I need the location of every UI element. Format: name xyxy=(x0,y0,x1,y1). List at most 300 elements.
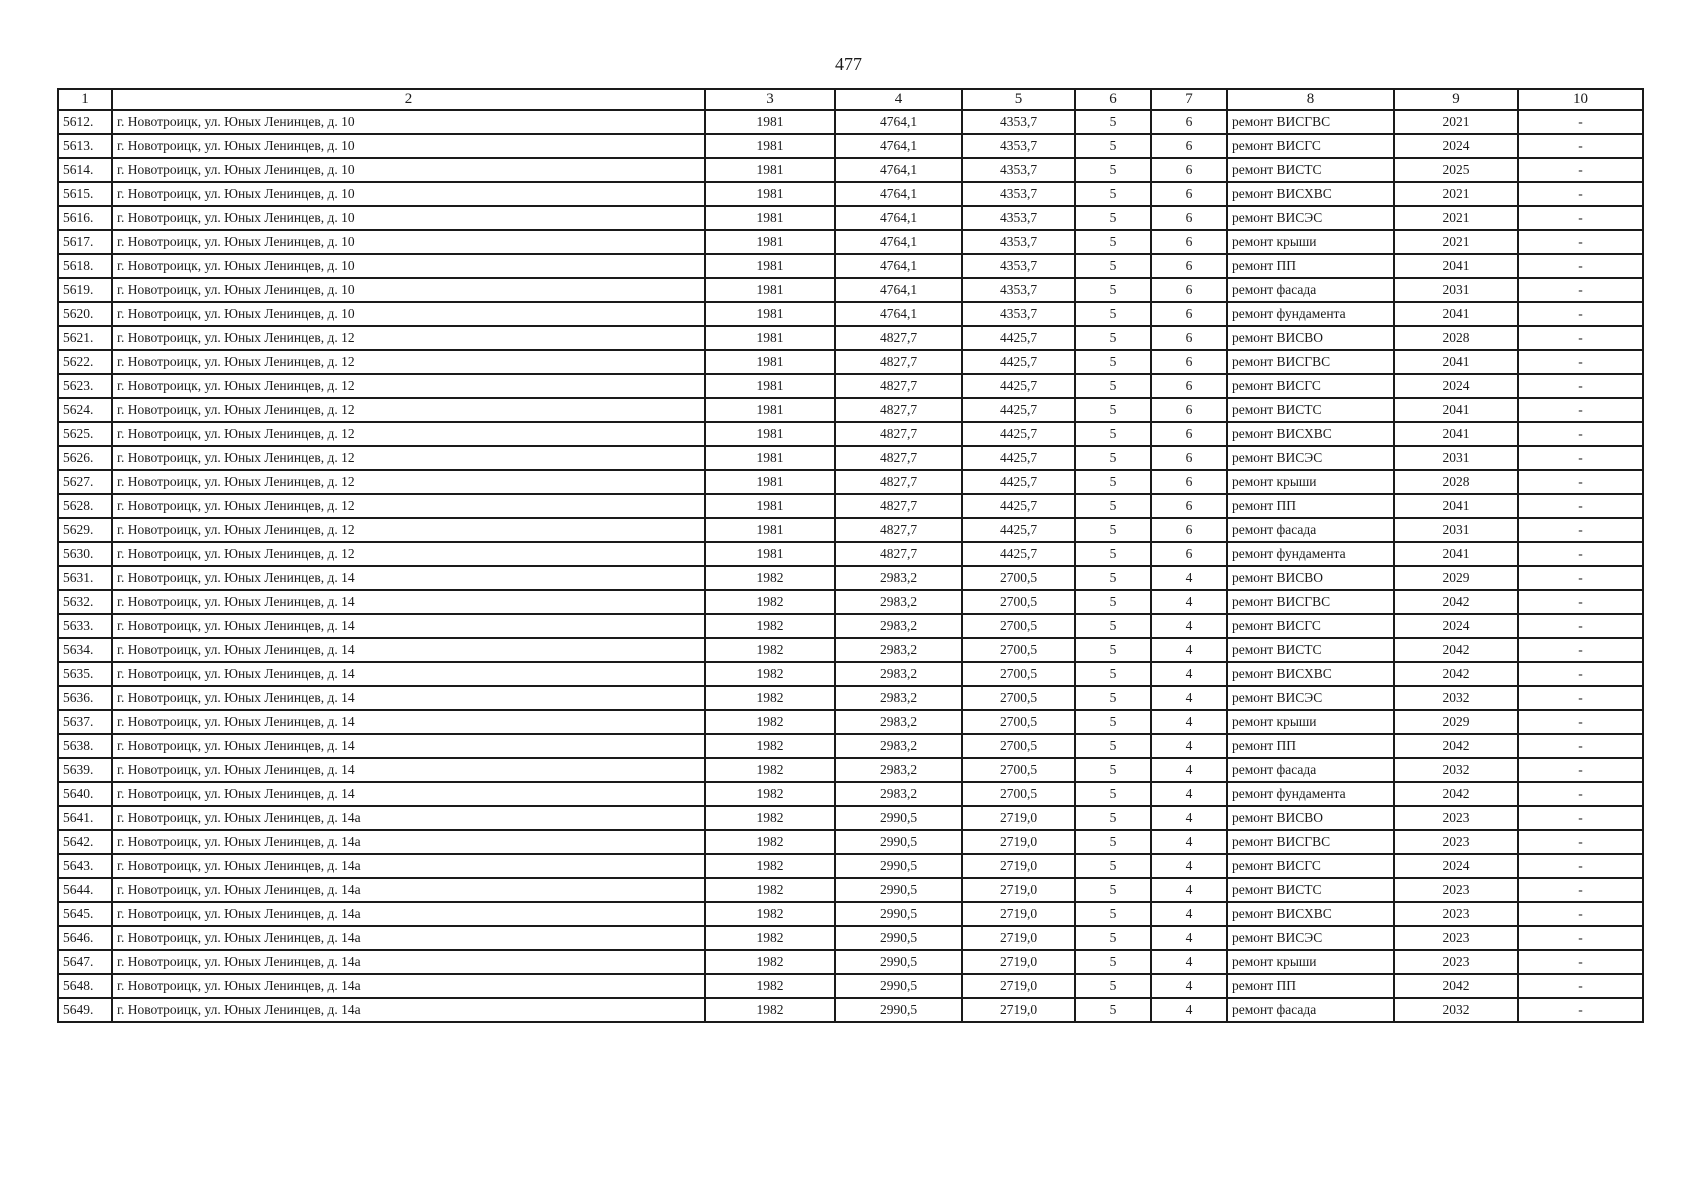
note-cell: - xyxy=(1518,590,1643,614)
address-cell: г. Новотроицк, ул. Юных Ленинцев, д. 14 xyxy=(112,566,705,590)
planned-year-cell: 2041 xyxy=(1394,302,1518,326)
note-cell: - xyxy=(1518,806,1643,830)
work-type-cell: ремонт ВИСТС xyxy=(1227,878,1394,902)
total-area-cell: 2983,2 xyxy=(835,566,962,590)
column-header: 3 xyxy=(705,89,835,110)
total-area-cell: 2983,2 xyxy=(835,758,962,782)
year-built-cell: 1982 xyxy=(705,686,835,710)
floors-cell: 5 xyxy=(1075,662,1151,686)
address-cell: г. Новотроицк, ул. Юных Ленинцев, д. 10 xyxy=(112,230,705,254)
entrances-cell: 6 xyxy=(1151,398,1227,422)
planned-year-cell: 2032 xyxy=(1394,998,1518,1022)
planned-year-cell: 2041 xyxy=(1394,254,1518,278)
row-number-cell: 5634. xyxy=(58,638,112,662)
entrances-cell: 6 xyxy=(1151,494,1227,518)
note-cell: - xyxy=(1518,494,1643,518)
row-number-cell: 5636. xyxy=(58,686,112,710)
row-number-cell: 5637. xyxy=(58,710,112,734)
table-row xyxy=(58,110,1643,134)
row-number-cell: 5623. xyxy=(58,374,112,398)
table-row xyxy=(58,542,1643,566)
living-area-cell: 4425,7 xyxy=(962,494,1075,518)
living-area-cell: 2719,0 xyxy=(962,950,1075,974)
work-type-cell: ремонт ВИСТС xyxy=(1227,638,1394,662)
living-area-cell: 4353,7 xyxy=(962,158,1075,182)
floors-cell: 5 xyxy=(1075,446,1151,470)
address-cell: г. Новотроицк, ул. Юных Ленинцев, д. 10 xyxy=(112,134,705,158)
address-cell: г. Новотроицк, ул. Юных Ленинцев, д. 12 xyxy=(112,422,705,446)
entrances-cell: 6 xyxy=(1151,134,1227,158)
planned-year-cell: 2042 xyxy=(1394,734,1518,758)
entrances-cell: 6 xyxy=(1151,182,1227,206)
living-area-cell: 2700,5 xyxy=(962,734,1075,758)
work-type-cell: ремонт ВИСГС xyxy=(1227,854,1394,878)
total-area-cell: 2990,5 xyxy=(835,878,962,902)
row-number-cell: 5621. xyxy=(58,326,112,350)
note-cell: - xyxy=(1518,758,1643,782)
work-type-cell: ремонт крыши xyxy=(1227,230,1394,254)
year-built-cell: 1981 xyxy=(705,446,835,470)
table-row xyxy=(58,878,1643,902)
planned-year-cell: 2041 xyxy=(1394,350,1518,374)
work-type-cell: ремонт ПП xyxy=(1227,734,1394,758)
year-built-cell: 1981 xyxy=(705,398,835,422)
row-number-cell: 5616. xyxy=(58,206,112,230)
total-area-cell: 2990,5 xyxy=(835,950,962,974)
table-row xyxy=(58,302,1643,326)
entrances-cell: 4 xyxy=(1151,638,1227,662)
floors-cell: 5 xyxy=(1075,134,1151,158)
living-area-cell: 4353,7 xyxy=(962,230,1075,254)
row-number-cell: 5624. xyxy=(58,398,112,422)
year-built-cell: 1981 xyxy=(705,182,835,206)
year-built-cell: 1981 xyxy=(705,110,835,134)
total-area-cell: 2983,2 xyxy=(835,710,962,734)
planned-year-cell: 2021 xyxy=(1394,230,1518,254)
planned-year-cell: 2042 xyxy=(1394,974,1518,998)
row-number-cell: 5618. xyxy=(58,254,112,278)
year-built-cell: 1982 xyxy=(705,974,835,998)
address-cell: г. Новотроицк, ул. Юных Ленинцев, д. 14 xyxy=(112,734,705,758)
address-cell: г. Новотроицк, ул. Юных Ленинцев, д. 10 xyxy=(112,278,705,302)
work-type-cell: ремонт фундамента xyxy=(1227,782,1394,806)
planned-year-cell: 2041 xyxy=(1394,398,1518,422)
floors-cell: 5 xyxy=(1075,734,1151,758)
row-number-cell: 5620. xyxy=(58,302,112,326)
address-cell: г. Новотроицк, ул. Юных Ленинцев, д. 14 xyxy=(112,686,705,710)
row-number-cell: 5617. xyxy=(58,230,112,254)
floors-cell: 5 xyxy=(1075,950,1151,974)
work-type-cell: ремонт ВИСТС xyxy=(1227,158,1394,182)
address-cell: г. Новотроицк, ул. Юных Ленинцев, д. 12 xyxy=(112,518,705,542)
entrances-cell: 4 xyxy=(1151,974,1227,998)
planned-year-cell: 2021 xyxy=(1394,206,1518,230)
work-type-cell: ремонт ВИСХВС xyxy=(1227,902,1394,926)
work-type-cell: ремонт ВИСВО xyxy=(1227,326,1394,350)
total-area-cell: 4827,7 xyxy=(835,494,962,518)
row-number-cell: 5635. xyxy=(58,662,112,686)
floors-cell: 5 xyxy=(1075,470,1151,494)
row-number-cell: 5639. xyxy=(58,758,112,782)
planned-year-cell: 2028 xyxy=(1394,470,1518,494)
work-type-cell: ремонт ВИСТС xyxy=(1227,398,1394,422)
table-row xyxy=(58,350,1643,374)
floors-cell: 5 xyxy=(1075,542,1151,566)
table-row xyxy=(58,518,1643,542)
note-cell: - xyxy=(1518,878,1643,902)
row-number-cell: 5642. xyxy=(58,830,112,854)
table-row xyxy=(58,230,1643,254)
note-cell: - xyxy=(1518,710,1643,734)
row-number-cell: 5626. xyxy=(58,446,112,470)
living-area-cell: 2719,0 xyxy=(962,974,1075,998)
year-built-cell: 1982 xyxy=(705,710,835,734)
row-number-cell: 5613. xyxy=(58,134,112,158)
note-cell: - xyxy=(1518,398,1643,422)
total-area-cell: 2983,2 xyxy=(835,590,962,614)
year-built-cell: 1981 xyxy=(705,422,835,446)
work-type-cell: ремонт ПП xyxy=(1227,974,1394,998)
table-row xyxy=(58,854,1643,878)
year-built-cell: 1981 xyxy=(705,326,835,350)
floors-cell: 5 xyxy=(1075,158,1151,182)
year-built-cell: 1982 xyxy=(705,878,835,902)
note-cell: - xyxy=(1518,446,1643,470)
note-cell: - xyxy=(1518,182,1643,206)
table-row xyxy=(58,758,1643,782)
year-built-cell: 1981 xyxy=(705,134,835,158)
planned-year-cell: 2041 xyxy=(1394,542,1518,566)
row-number-cell: 5648. xyxy=(58,974,112,998)
total-area-cell: 2990,5 xyxy=(835,902,962,926)
planned-year-cell: 2031 xyxy=(1394,518,1518,542)
row-number-cell: 5630. xyxy=(58,542,112,566)
living-area-cell: 2719,0 xyxy=(962,878,1075,902)
year-built-cell: 1982 xyxy=(705,950,835,974)
entrances-cell: 4 xyxy=(1151,566,1227,590)
row-number-cell: 5629. xyxy=(58,518,112,542)
address-cell: г. Новотроицк, ул. Юных Ленинцев, д. 10 xyxy=(112,302,705,326)
work-type-cell: ремонт крыши xyxy=(1227,950,1394,974)
total-area-cell: 2983,2 xyxy=(835,662,962,686)
work-type-cell: ремонт ВИСЭС xyxy=(1227,686,1394,710)
table-row xyxy=(58,374,1643,398)
planned-year-cell: 2042 xyxy=(1394,782,1518,806)
year-built-cell: 1981 xyxy=(705,158,835,182)
year-built-cell: 1982 xyxy=(705,782,835,806)
planned-year-cell: 2042 xyxy=(1394,638,1518,662)
planned-year-cell: 2023 xyxy=(1394,830,1518,854)
total-area-cell: 2990,5 xyxy=(835,998,962,1022)
entrances-cell: 6 xyxy=(1151,422,1227,446)
table-row xyxy=(58,902,1643,926)
entrances-cell: 4 xyxy=(1151,782,1227,806)
table-row xyxy=(58,158,1643,182)
row-number-cell: 5631. xyxy=(58,566,112,590)
entrances-cell: 6 xyxy=(1151,542,1227,566)
planned-year-cell: 2025 xyxy=(1394,158,1518,182)
repair-schedule-table xyxy=(57,88,1644,1023)
column-header: 6 xyxy=(1075,89,1151,110)
year-built-cell: 1981 xyxy=(705,230,835,254)
year-built-cell: 1981 xyxy=(705,542,835,566)
year-built-cell: 1981 xyxy=(705,254,835,278)
address-cell: г. Новотроицк, ул. Юных Ленинцев, д. 10 xyxy=(112,158,705,182)
work-type-cell: ремонт фасада xyxy=(1227,758,1394,782)
work-type-cell: ремонт ВИСХВС xyxy=(1227,182,1394,206)
year-built-cell: 1982 xyxy=(705,806,835,830)
floors-cell: 5 xyxy=(1075,182,1151,206)
living-area-cell: 2719,0 xyxy=(962,926,1075,950)
year-built-cell: 1982 xyxy=(705,566,835,590)
note-cell: - xyxy=(1518,950,1643,974)
note-cell: - xyxy=(1518,230,1643,254)
row-number-cell: 5625. xyxy=(58,422,112,446)
table-row xyxy=(58,686,1643,710)
entrances-cell: 6 xyxy=(1151,374,1227,398)
note-cell: - xyxy=(1518,350,1643,374)
floors-cell: 5 xyxy=(1075,374,1151,398)
planned-year-cell: 2032 xyxy=(1394,686,1518,710)
note-cell: - xyxy=(1518,470,1643,494)
work-type-cell: ремонт ВИСГС xyxy=(1227,374,1394,398)
total-area-cell: 2990,5 xyxy=(835,974,962,998)
floors-cell: 5 xyxy=(1075,878,1151,902)
floors-cell: 5 xyxy=(1075,998,1151,1022)
row-number-cell: 5615. xyxy=(58,182,112,206)
total-area-cell: 2983,2 xyxy=(835,782,962,806)
entrances-cell: 4 xyxy=(1151,902,1227,926)
address-cell: г. Новотроицк, ул. Юных Ленинцев, д. 12 xyxy=(112,398,705,422)
column-header: 10 xyxy=(1518,89,1643,110)
planned-year-cell: 2024 xyxy=(1394,374,1518,398)
entrances-cell: 6 xyxy=(1151,278,1227,302)
work-type-cell: ремонт ВИСГВС xyxy=(1227,590,1394,614)
table-row xyxy=(58,494,1643,518)
total-area-cell: 4764,1 xyxy=(835,134,962,158)
planned-year-cell: 2023 xyxy=(1394,950,1518,974)
entrances-cell: 6 xyxy=(1151,206,1227,230)
living-area-cell: 4353,7 xyxy=(962,182,1075,206)
note-cell: - xyxy=(1518,782,1643,806)
note-cell: - xyxy=(1518,302,1643,326)
page-number: 477 xyxy=(835,54,862,74)
floors-cell: 5 xyxy=(1075,254,1151,278)
planned-year-cell: 2031 xyxy=(1394,446,1518,470)
floors-cell: 5 xyxy=(1075,206,1151,230)
planned-year-cell: 2042 xyxy=(1394,662,1518,686)
total-area-cell: 2983,2 xyxy=(835,686,962,710)
row-number-cell: 5640. xyxy=(58,782,112,806)
note-cell: - xyxy=(1518,830,1643,854)
work-type-cell: ремонт крыши xyxy=(1227,710,1394,734)
column-header: 1 xyxy=(58,89,112,110)
table-body xyxy=(58,110,1643,1022)
entrances-cell: 4 xyxy=(1151,926,1227,950)
entrances-cell: 4 xyxy=(1151,806,1227,830)
year-built-cell: 1982 xyxy=(705,926,835,950)
entrances-cell: 6 xyxy=(1151,110,1227,134)
floors-cell: 5 xyxy=(1075,614,1151,638)
table-row xyxy=(58,278,1643,302)
planned-year-cell: 2042 xyxy=(1394,590,1518,614)
table-row xyxy=(58,422,1643,446)
table-row xyxy=(58,470,1643,494)
entrances-cell: 6 xyxy=(1151,350,1227,374)
living-area-cell: 4353,7 xyxy=(962,110,1075,134)
year-built-cell: 1981 xyxy=(705,206,835,230)
living-area-cell: 2700,5 xyxy=(962,782,1075,806)
total-area-cell: 4827,7 xyxy=(835,446,962,470)
floors-cell: 5 xyxy=(1075,830,1151,854)
planned-year-cell: 2029 xyxy=(1394,566,1518,590)
entrances-cell: 6 xyxy=(1151,230,1227,254)
work-type-cell: ремонт ПП xyxy=(1227,254,1394,278)
total-area-cell: 4827,7 xyxy=(835,326,962,350)
address-cell: г. Новотроицк, ул. Юных Ленинцев, д. 12 xyxy=(112,542,705,566)
row-number-cell: 5649. xyxy=(58,998,112,1022)
year-built-cell: 1982 xyxy=(705,758,835,782)
planned-year-cell: 2031 xyxy=(1394,278,1518,302)
address-cell: г. Новотроицк, ул. Юных Ленинцев, д. 14а xyxy=(112,902,705,926)
living-area-cell: 4425,7 xyxy=(962,374,1075,398)
planned-year-cell: 2041 xyxy=(1394,494,1518,518)
column-header: 4 xyxy=(835,89,962,110)
living-area-cell: 4425,7 xyxy=(962,542,1075,566)
planned-year-cell: 2021 xyxy=(1394,110,1518,134)
note-cell: - xyxy=(1518,902,1643,926)
table-row xyxy=(58,974,1643,998)
year-built-cell: 1982 xyxy=(705,614,835,638)
total-area-cell: 4827,7 xyxy=(835,542,962,566)
table-row xyxy=(58,950,1643,974)
year-built-cell: 1982 xyxy=(705,998,835,1022)
address-cell: г. Новотроицк, ул. Юных Ленинцев, д. 14 xyxy=(112,758,705,782)
planned-year-cell: 2032 xyxy=(1394,758,1518,782)
floors-cell: 5 xyxy=(1075,398,1151,422)
entrances-cell: 4 xyxy=(1151,590,1227,614)
note-cell: - xyxy=(1518,134,1643,158)
floors-cell: 5 xyxy=(1075,854,1151,878)
floors-cell: 5 xyxy=(1075,686,1151,710)
entrances-cell: 6 xyxy=(1151,158,1227,182)
entrances-cell: 4 xyxy=(1151,758,1227,782)
table-row xyxy=(58,326,1643,350)
note-cell: - xyxy=(1518,518,1643,542)
note-cell: - xyxy=(1518,374,1643,398)
note-cell: - xyxy=(1518,998,1643,1022)
note-cell: - xyxy=(1518,422,1643,446)
work-type-cell: ремонт фасада xyxy=(1227,278,1394,302)
work-type-cell: ремонт ВИСГВС xyxy=(1227,350,1394,374)
living-area-cell: 2719,0 xyxy=(962,998,1075,1022)
note-cell: - xyxy=(1518,254,1643,278)
entrances-cell: 6 xyxy=(1151,302,1227,326)
table-row xyxy=(58,638,1643,662)
row-number-cell: 5641. xyxy=(58,806,112,830)
floors-cell: 5 xyxy=(1075,638,1151,662)
address-cell: г. Новотроицк, ул. Юных Ленинцев, д. 10 xyxy=(112,206,705,230)
entrances-cell: 4 xyxy=(1151,662,1227,686)
table-row xyxy=(58,830,1643,854)
floors-cell: 5 xyxy=(1075,782,1151,806)
total-area-cell: 4827,7 xyxy=(835,470,962,494)
total-area-cell: 2990,5 xyxy=(835,926,962,950)
address-cell: г. Новотроицк, ул. Юных Ленинцев, д. 12 xyxy=(112,350,705,374)
table-row xyxy=(58,134,1643,158)
address-cell: г. Новотроицк, ул. Юных Ленинцев, д. 14 xyxy=(112,782,705,806)
year-built-cell: 1982 xyxy=(705,734,835,758)
total-area-cell: 4764,1 xyxy=(835,110,962,134)
work-type-cell: ремонт фундамента xyxy=(1227,542,1394,566)
work-type-cell: ремонт ВИСГВС xyxy=(1227,110,1394,134)
address-cell: г. Новотроицк, ул. Юных Ленинцев, д. 10 xyxy=(112,182,705,206)
year-built-cell: 1981 xyxy=(705,518,835,542)
address-cell: г. Новотроицк, ул. Юных Ленинцев, д. 12 xyxy=(112,374,705,398)
address-cell: г. Новотроицк, ул. Юных Ленинцев, д. 14а xyxy=(112,806,705,830)
note-cell: - xyxy=(1518,974,1643,998)
entrances-cell: 4 xyxy=(1151,950,1227,974)
address-cell: г. Новотроицк, ул. Юных Ленинцев, д. 12 xyxy=(112,326,705,350)
living-area-cell: 2700,5 xyxy=(962,662,1075,686)
address-cell: г. Новотроицк, ул. Юных Ленинцев, д. 10 xyxy=(112,110,705,134)
total-area-cell: 4764,1 xyxy=(835,302,962,326)
living-area-cell: 4353,7 xyxy=(962,134,1075,158)
address-cell: г. Новотроицк, ул. Юных Ленинцев, д. 14а xyxy=(112,998,705,1022)
work-type-cell: ремонт ВИСЭС xyxy=(1227,926,1394,950)
address-cell: г. Новотроицк, ул. Юных Ленинцев, д. 12 xyxy=(112,494,705,518)
table-row xyxy=(58,734,1643,758)
floors-cell: 5 xyxy=(1075,230,1151,254)
work-type-cell: ремонт ВИСГВС xyxy=(1227,830,1394,854)
floors-cell: 5 xyxy=(1075,302,1151,326)
total-area-cell: 4764,1 xyxy=(835,182,962,206)
address-cell: г. Новотроицк, ул. Юных Ленинцев, д. 14а xyxy=(112,830,705,854)
table-row xyxy=(58,398,1643,422)
total-area-cell: 4764,1 xyxy=(835,278,962,302)
work-type-cell: ремонт фасада xyxy=(1227,518,1394,542)
entrances-cell: 6 xyxy=(1151,470,1227,494)
planned-year-cell: 2023 xyxy=(1394,926,1518,950)
total-area-cell: 2983,2 xyxy=(835,614,962,638)
planned-year-cell: 2021 xyxy=(1394,182,1518,206)
year-built-cell: 1982 xyxy=(705,662,835,686)
work-type-cell: ремонт ПП xyxy=(1227,494,1394,518)
total-area-cell: 4764,1 xyxy=(835,254,962,278)
floors-cell: 5 xyxy=(1075,494,1151,518)
entrances-cell: 4 xyxy=(1151,734,1227,758)
total-area-cell: 4764,1 xyxy=(835,230,962,254)
planned-year-cell: 2028 xyxy=(1394,326,1518,350)
living-area-cell: 4353,7 xyxy=(962,278,1075,302)
note-cell: - xyxy=(1518,542,1643,566)
work-type-cell: ремонт ВИСХВС xyxy=(1227,662,1394,686)
address-cell: г. Новотроицк, ул. Юных Ленинцев, д. 14 xyxy=(112,662,705,686)
note-cell: - xyxy=(1518,734,1643,758)
total-area-cell: 4827,7 xyxy=(835,422,962,446)
living-area-cell: 4425,7 xyxy=(962,326,1075,350)
living-area-cell: 2700,5 xyxy=(962,614,1075,638)
work-type-cell: ремонт ВИСЭС xyxy=(1227,446,1394,470)
work-type-cell: ремонт фасада xyxy=(1227,998,1394,1022)
entrances-cell: 6 xyxy=(1151,446,1227,470)
column-header: 2 xyxy=(112,89,705,110)
table-row xyxy=(58,590,1643,614)
entrances-cell: 4 xyxy=(1151,686,1227,710)
floors-cell: 5 xyxy=(1075,326,1151,350)
table-row xyxy=(58,806,1643,830)
row-number-cell: 5638. xyxy=(58,734,112,758)
